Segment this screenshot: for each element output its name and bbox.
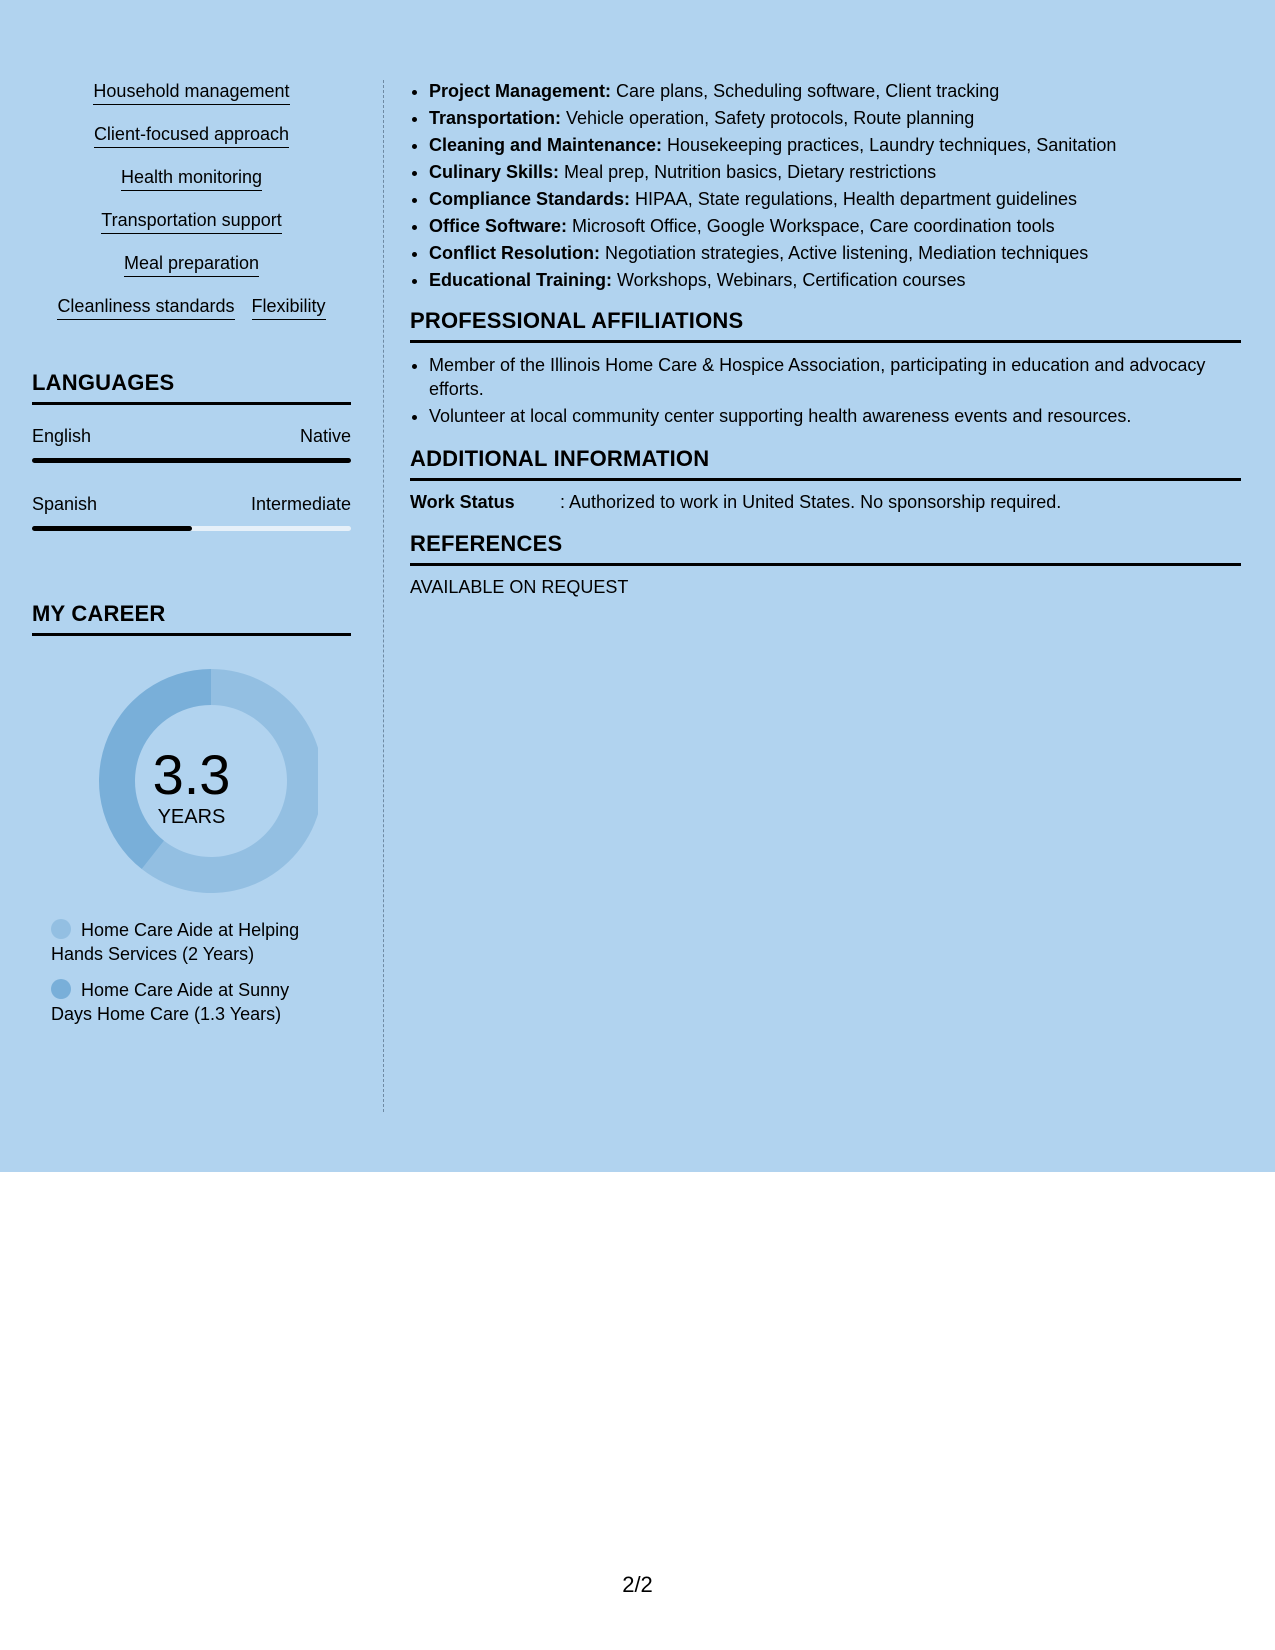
technical-skills-list (410, 78, 1241, 294)
additional-info-section (410, 446, 1241, 513)
list-item (429, 213, 1241, 240)
language-item (32, 425, 351, 463)
legend-dot-icon (51, 979, 71, 999)
references-text: AVAILABLE ON REQUEST (410, 577, 629, 597)
skill-details: Workshops, Webinars, Certification courses (612, 270, 966, 290)
skill-tag: Transportation support (101, 209, 281, 234)
legend-item (51, 918, 321, 966)
legend-label: Home Care Aide at Sunny Days Home Care (1.3 Years) (51, 980, 290, 1024)
references-section (410, 531, 1241, 598)
skills-tags (32, 80, 351, 320)
skill-category: Educational Training: (429, 270, 613, 290)
skill-category: Transportation: (429, 108, 562, 128)
legend-item (51, 978, 321, 1026)
list-item (429, 105, 1241, 132)
work-status-row (410, 491, 1241, 513)
skill-category: Conflict Resolution: (429, 243, 600, 263)
skill-details: Care plans, Scheduling software, Client tracking (611, 81, 1000, 101)
list-item (429, 132, 1241, 159)
language-proficiency-bar (32, 526, 351, 531)
additional-info-heading: ADDITIONAL INFORMATION (410, 446, 1241, 481)
skill-tag: Client-focused approach (94, 123, 289, 148)
info-key: Work Status (410, 492, 515, 512)
list-item (429, 240, 1241, 267)
skill-category: Office Software: (429, 216, 568, 236)
skill-details: Vehicle operation, Safety protocols, Route planning (561, 108, 975, 128)
skill-details: Meal prep, Nutrition basics, Dietary restrictions (559, 162, 937, 182)
language-proficiency-bar (32, 458, 351, 463)
career-section (32, 601, 351, 1026)
skill-details: HIPAA, State regulations, Health department guidelines (630, 189, 1077, 209)
page-number: 2/2 (622, 1572, 653, 1597)
skill-tag: Household management (93, 80, 289, 105)
languages-heading: LANGUAGES (32, 370, 351, 405)
career-heading: MY CAREER (32, 601, 351, 636)
list-item (429, 186, 1241, 213)
language-name: Spanish (32, 494, 98, 514)
language-name: English (32, 426, 92, 446)
legend-label: Home Care Aide at Helping Hands Services (2 Years) (51, 920, 300, 964)
column-divider (383, 80, 384, 1112)
skill-tag: Health monitoring (121, 166, 262, 191)
affiliations-heading: PROFESSIONAL AFFILIATIONS (410, 308, 1241, 343)
list-item (429, 267, 1241, 294)
career-legend (51, 918, 321, 1026)
skill-tag: Cleanliness standards (57, 295, 234, 320)
career-total-unit: YEARS (157, 806, 226, 828)
skill-details: Microsoft Office, Google Workspace, Care coordination tools (567, 216, 1055, 236)
language-item (32, 493, 351, 531)
list-item: • Volunteer at local community center supporting health awareness events and resources. (429, 404, 1241, 428)
left-column (32, 80, 351, 1038)
list-item (429, 159, 1241, 186)
right-column (410, 78, 1241, 598)
skill-details: Housekeeping practices, Laundry techniques, Sanitation (662, 135, 1117, 155)
language-level: Native (299, 426, 351, 446)
list-item: • Member of the Illinois Home Care & Hospice Association, participating in education and advocacy efforts. (429, 353, 1241, 401)
skill-category: Project Management: (429, 81, 612, 101)
list-item (429, 78, 1241, 105)
references-heading: REFERENCES (410, 531, 1241, 566)
languages-section (32, 370, 351, 531)
career-total-value: 3.3 (152, 743, 231, 806)
skill-tag: Flexibility (252, 295, 326, 320)
skill-category: Compliance Standards: (429, 189, 631, 209)
skill-category: Cleaning and Maintenance: (429, 135, 663, 155)
affiliations-list (410, 353, 1241, 428)
career-total (32, 743, 351, 828)
language-level: Intermediate (250, 494, 351, 514)
info-value: : Authorized to work in United States. No sponsorship required. (560, 492, 1062, 512)
skill-tag: Meal preparation (124, 252, 259, 277)
language-proficiency-fill (32, 526, 192, 531)
language-proficiency-fill (32, 458, 351, 463)
career-donut-chart (32, 668, 351, 908)
legend-dot-icon (51, 919, 71, 939)
skill-category: Culinary Skills: (429, 162, 560, 182)
affiliations-section (410, 308, 1241, 428)
skill-details: Negotiation strategies, Active listening, Mediation techniques (599, 243, 1089, 263)
